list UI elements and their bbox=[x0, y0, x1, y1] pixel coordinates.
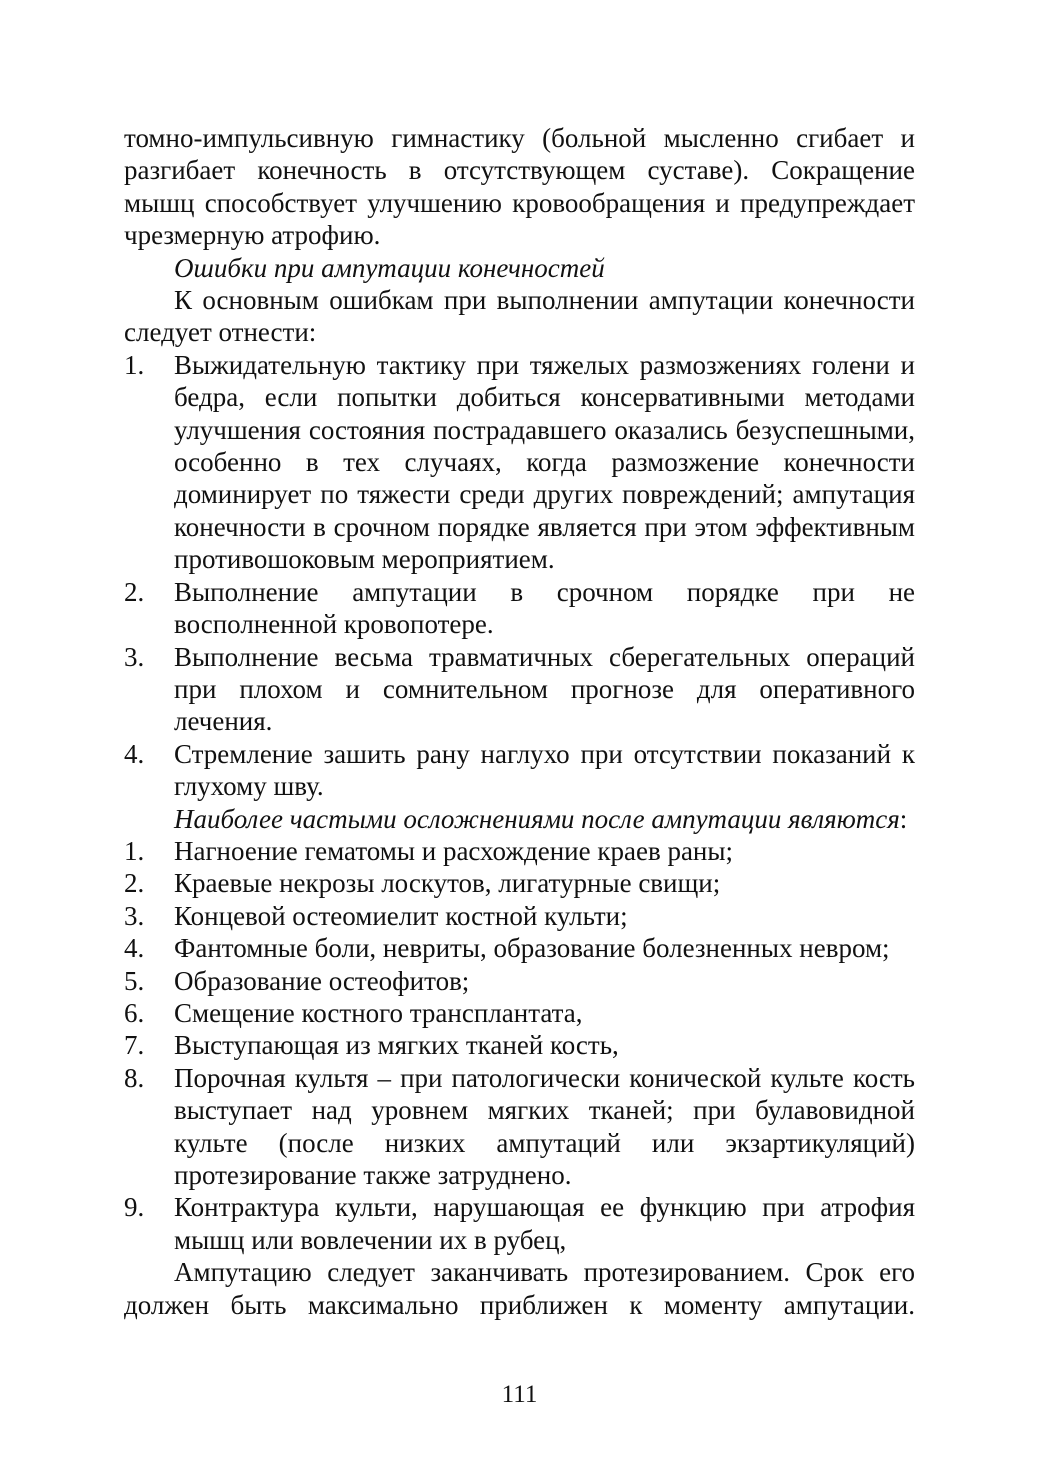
list-item bbox=[124, 932, 915, 964]
list-item bbox=[124, 867, 915, 899]
list-item-number: 5. bbox=[124, 965, 145, 996]
list-item-number: 8. bbox=[124, 1062, 145, 1093]
errors-intro: К основным ошибкам при выполнении ампутации конечности следует отнести: bbox=[124, 285, 915, 348]
complications-list bbox=[124, 835, 915, 1256]
list-item-text: Краевые некрозы лоскутов, лигатурные свищи; bbox=[174, 868, 721, 899]
list-item-number: 4. bbox=[124, 933, 145, 964]
list-item-text: Концевой остеомиелит костной культи; bbox=[174, 900, 628, 931]
list-item-text: Порочная культя – при патологически конической культе кость выступает над уровнем мягких тканей; при булавовидной культе (после низких ампутаций или экзартикуляций) протезирование также затруднено. bbox=[174, 1062, 915, 1190]
list-item-number: 3. bbox=[124, 900, 145, 931]
complications-intro-text: Наиболее частыми осложнениями после ампутации являются bbox=[174, 803, 900, 834]
list-item bbox=[124, 349, 915, 576]
list-item-text: Смещение костного трансплантата, bbox=[174, 997, 583, 1028]
list-item bbox=[124, 576, 915, 641]
list-item-number: 9. bbox=[124, 1192, 145, 1223]
list-item bbox=[124, 1191, 915, 1256]
list-item bbox=[124, 835, 915, 867]
list-item-text: Выступающая из мягких тканей кость, bbox=[174, 1030, 619, 1061]
list-item-number: 3. bbox=[124, 641, 145, 672]
errors-list bbox=[124, 349, 915, 803]
list-item-number: 4. bbox=[124, 738, 145, 769]
continuation-paragraph: томно-импульсивную гимнастику (больной мысленно сгибает и разгибает конечность в отсутствующем суставе). Сокращение мышц способствует улучшению кровообращения и предупреждает чрезмерную атрофию. bbox=[124, 123, 915, 251]
list-item-text: Нагноение гематомы и расхождение краев раны; bbox=[174, 835, 734, 866]
list-item-number: 2. bbox=[124, 576, 145, 607]
list-item-number: 6. bbox=[124, 997, 145, 1028]
list-item bbox=[124, 900, 915, 932]
page-number: 111 bbox=[501, 1381, 538, 1408]
complications-intro-colon: : bbox=[899, 803, 908, 834]
list-item bbox=[124, 1029, 915, 1061]
list-item bbox=[124, 997, 915, 1029]
list-item-text: Выжидательную тактику при тяжелых размозжениях голени и бедра, если попытки добиться консервативными методами улучшения состояния пострадавшего оказались безуспешными, особенно в тех случаях, когда размозжение конечности доминирует по тяжести среди других повреждений; ампутация конечности в срочном порядке является при этом эффективным противошоковым мероприятием. bbox=[174, 349, 915, 575]
list-item bbox=[124, 1062, 915, 1192]
list-item-text: Фантомные боли, невриты, образование болезненных невром; bbox=[174, 933, 890, 964]
list-item bbox=[124, 965, 915, 997]
list-item-number: 1. bbox=[124, 835, 145, 866]
section-heading: Ошибки при ампутации конечностей bbox=[174, 252, 605, 283]
list-item-text: Образование остеофитов; bbox=[174, 965, 470, 996]
list-item-number: 2. bbox=[124, 868, 145, 899]
complications-intro bbox=[124, 803, 915, 835]
page-body bbox=[124, 122, 915, 1321]
list-item-text: Контрактура культи, нарушающая ее функцию при атрофия мышц или вовлечении их в рубец, bbox=[174, 1192, 915, 1255]
closing-paragraph: Ампутацию следует заканчивать протезированием. Срок его должен быть максимально приближен к моменту ампутации. bbox=[124, 1257, 915, 1320]
list-item bbox=[124, 738, 915, 803]
list-item-text: Выполнение ампутации в срочном порядке при не восполненной кровопотере. bbox=[174, 576, 915, 640]
list-item-number: 1. bbox=[124, 349, 145, 380]
list-item-number: 7. bbox=[124, 1030, 145, 1061]
list-item bbox=[124, 641, 915, 738]
list-item-text: Выполнение весьма травматичных сберегательных операций при плохом и сомнительном прогнозе для оперативного лечения. bbox=[174, 641, 915, 737]
list-item-text: Стремление зашить рану наглухо при отсутствии показаний к глухому шву. bbox=[174, 738, 915, 802]
